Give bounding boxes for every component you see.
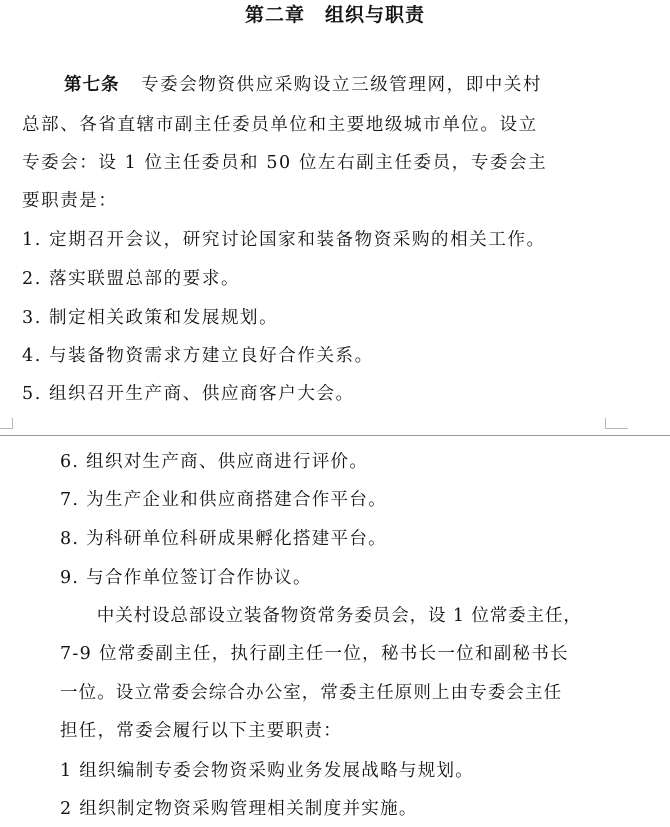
page-corner-mark	[605, 418, 628, 429]
article-text: 专委会物资供应采购设立三级管理网，即中关村	[141, 75, 543, 95]
page-corner-mark	[0, 418, 13, 429]
article-7-line-3: 专委会：设 1 位主任委员和 50 位左右副主任委员，专委会主	[22, 153, 548, 173]
standing-committee-line-4: 担任，常委会履行以下主要职责：	[60, 721, 342, 741]
duty-item-8: 8. 为科研单位科研成果孵化搭建平台。	[60, 529, 387, 549]
article-7-line-2: 总部、各省直辖市副主任委员单位和主要地级城市单位。设立	[22, 115, 538, 135]
duty-item-9: 9. 与合作单位签订合作协议。	[60, 568, 312, 588]
page-break-line	[0, 435, 670, 436]
chapter-title: 第二章 组织与职责	[244, 4, 425, 26]
duty-item-2: 2. 落实联盟总部的要求。	[22, 269, 241, 289]
standing-committee-line-1: 中关村设总部设立装备物资常务委员会，设 1 位常委主任，	[60, 606, 582, 626]
page-break	[0, 428, 670, 438]
standing-committee-line-3: 一位。设立常委会综合办公室，常委主任原则上由专委会主任	[60, 683, 563, 703]
duty-item-6: 6. 组织对生产商、供应商进行评价。	[60, 452, 369, 472]
duty-item-4: 4. 与装备物资需求方建立良好合作关系。	[22, 346, 374, 366]
article-label: 第七条	[64, 75, 120, 95]
article-7-line-1	[64, 70, 542, 100]
duty-item-3: 3. 制定相关政策和发展规划。	[22, 308, 279, 328]
duty-item-7: 7. 为生产企业和供应商搭建合作平台。	[60, 490, 387, 510]
duty-item-5: 5. 组织召开生产商、供应商客户大会。	[22, 384, 355, 404]
committee-duty-item-1: 1 组织编制专委会物资采购业务发展战略与规划。	[60, 761, 475, 781]
article-7-line-4: 要职责是：	[22, 191, 118, 211]
duty-item-1: 1. 定期召开会议，研究讨论国家和装备物资采购的相关工作。	[22, 230, 546, 250]
standing-committee-line-2: 7-9 位常委副主任，执行副主任一位，秘书长一位和副秘书长	[60, 644, 569, 664]
committee-duty-item-2: 2 组织制定物资采购管理相关制度并实施。	[60, 799, 418, 819]
